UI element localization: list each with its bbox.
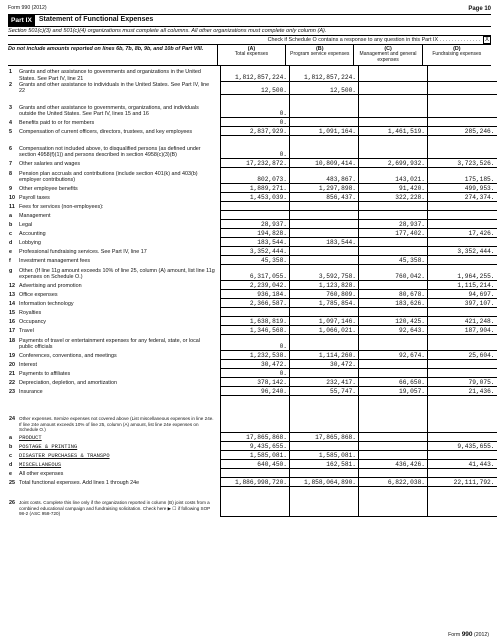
amount-column-a [221, 468, 290, 477]
line-number: 19 [9, 353, 15, 360]
amount-column-b: 12,500. [290, 82, 359, 94]
amount-column-a: 1,638,819. [221, 316, 290, 325]
table-row [8, 126, 497, 135]
line-number: e [9, 249, 12, 256]
table-row [8, 486, 497, 516]
amount-column-a: 1,346,568. [221, 325, 290, 334]
amount-column-a: 12,500. [221, 82, 290, 94]
amount-column-c: 91,420. [359, 183, 428, 192]
amount-column-c [359, 210, 428, 219]
line-number: f [9, 258, 11, 265]
table-row [8, 264, 497, 280]
line-number: 24 [9, 416, 15, 423]
line-description: Compensation of current officers, directors, trustees, and key employees [19, 129, 193, 136]
line-description: PRODUCT [19, 435, 42, 442]
table-row [8, 66, 497, 82]
table-row [8, 350, 497, 359]
amount-column-a: 2,239,042. [221, 280, 290, 289]
amount-column-b [290, 307, 359, 316]
line-description: MISCELLANEOUS [19, 462, 62, 469]
amount-column-b: 17,865,868. [290, 432, 359, 441]
table-row [8, 167, 497, 183]
amount-column-b [290, 228, 359, 237]
line-description: Accounting [19, 231, 46, 238]
amount-column-c [359, 441, 428, 450]
amount-column-a: 1,886,998,720. [221, 477, 290, 486]
amount-column-c: 322,228. [359, 192, 428, 201]
amount-column-a: 45,358. [221, 255, 290, 264]
table-row [8, 94, 497, 117]
line-description: Grants and other assistance to governments, organizations, and individuals outside the United States. See Part IV, lines 15 and 16 [19, 104, 199, 118]
line-number: 9 [9, 186, 12, 193]
line-number: e [9, 471, 12, 478]
amount-column-a: 30,472. [221, 359, 290, 368]
part-title: Statement of Functional Expenses [38, 16, 154, 24]
amount-column-b [290, 94, 359, 117]
amount-column-a: 96,240. [221, 386, 290, 395]
amount-column-c: 143,021. [359, 167, 428, 183]
amount-column-a: 3,352,444. [221, 246, 290, 255]
footer-form-number: 990 [461, 631, 473, 638]
amount-column-c: 66,650. [359, 377, 428, 386]
line-number: c [9, 231, 12, 238]
amount-column-b [290, 395, 359, 432]
amount-column-b [290, 135, 359, 158]
column-d-header: (D) Fundraising expenses [432, 45, 482, 58]
line-number: b [9, 222, 13, 229]
table-row [8, 432, 497, 441]
table-row [8, 368, 497, 377]
line-number: 1 [9, 69, 12, 76]
line-number: 3 [9, 104, 12, 111]
line-description: Total functional expenses. Add lines 1 through 24e [19, 480, 140, 487]
table-row [8, 192, 497, 201]
line-description: Payments to affiliates [19, 371, 71, 378]
amount-column-a [221, 395, 290, 432]
table-row [8, 228, 497, 237]
amount-column-a: 0. [221, 368, 290, 377]
amount-column-a: 9,435,655. [221, 441, 290, 450]
line-number: d [9, 462, 13, 469]
table-row [8, 183, 497, 192]
table-row [8, 359, 497, 368]
column-header-row [8, 45, 491, 66]
amount-column-c [359, 450, 428, 459]
amount-column-b [290, 486, 359, 516]
amount-column-c [359, 237, 428, 246]
amount-column-b: 3,592,758. [290, 264, 359, 280]
part-label: Part IX [8, 15, 35, 26]
line-description: Compensation not included above, to disqualified persons (as defined under section 4958(f)(1)) and persons described in section 4958(c)(3)(B) [19, 145, 201, 159]
line-description: Other expenses. Itemize expenses not covered above (List miscellaneous expenses in line 24e. If line 24e amount exceeds 10% of line 25, column (A) amount, list line 24e expenses on Schedule O.) [19, 416, 214, 433]
amount-column-d [428, 255, 497, 264]
amount-column-d [428, 201, 497, 210]
amount-column-d: 17,426. [428, 228, 497, 237]
line-description: DISASTER PURCHASES & TRANSPO [19, 453, 110, 460]
amount-column-c: 177,402. [359, 228, 428, 237]
table-row [8, 135, 497, 158]
amount-column-b [290, 441, 359, 450]
amount-column-d: 175,185. [428, 167, 497, 183]
amount-column-c: 436,426. [359, 459, 428, 468]
schedule-o-check-text: Check if Schedule O contains a response to any question in this Part IX [267, 36, 439, 43]
table-row [8, 246, 497, 255]
amount-column-c: 6,822,038. [359, 477, 428, 486]
amount-column-d: 21,436. [428, 386, 497, 395]
line-number: 5 [9, 129, 12, 136]
desc-header: Do not include amounts reported on lines 6b, 7b, 8b, 9b, and 10b of Part VIII. [8, 45, 218, 65]
amount-column-b [290, 368, 359, 377]
top-bar [8, 6, 491, 13]
amount-column-c: 80,678. [359, 289, 428, 298]
amount-column-b: 10,809,414. [290, 158, 359, 167]
table-row [8, 219, 497, 228]
form-ref: Form 990 (2012) [8, 5, 47, 11]
schedule-o-check-row: Check if Schedule O contains a response to any question in this Part IX . . . . . . . . . . . . . . X [8, 36, 491, 45]
table-row [8, 298, 497, 307]
amount-column-b: 30,472. [290, 359, 359, 368]
amount-column-b: 1,066,021. [290, 325, 359, 334]
amount-column-c: 2,699,932. [359, 158, 428, 167]
line-number: 6 [9, 145, 12, 152]
amount-column-c: 19,057. [359, 386, 428, 395]
table-row [8, 377, 497, 386]
amount-column-d: 1,115,214. [428, 280, 497, 289]
amount-column-d: 79,075. [428, 377, 497, 386]
amount-column-c [359, 486, 428, 516]
amount-column-d [428, 359, 497, 368]
amount-column-b [290, 334, 359, 350]
amount-column-b [290, 201, 359, 210]
table-row [8, 459, 497, 468]
amount-column-d [428, 117, 497, 126]
line-description: Grants and other assistance to individuals in the United States. See Part IV, line 22 [19, 81, 210, 95]
line-description: Joint costs. Complete this line only if the organization reported in column (B) joint costs from a combined educational campaign and fundraising solicitation. Check here ▶ ☐ if following SOP 98-2 (ASC 958-720) [19, 500, 211, 517]
amount-column-a: 0. [221, 117, 290, 126]
amount-column-a: 6,317,055. [221, 264, 290, 280]
amount-column-d [428, 219, 497, 228]
table-row [8, 316, 497, 325]
table-row [8, 477, 497, 486]
column-b-header: (B) Program service expenses [286, 45, 354, 65]
amount-column-c [359, 368, 428, 377]
amount-column-b: 1,812,857,224. [290, 66, 359, 82]
line-description: Pension plan accruals and contributions (include section 401(k) and 403(b) employer contributions) [19, 170, 198, 184]
line-number: 16 [9, 319, 15, 326]
amount-column-d [428, 486, 497, 516]
table-row [8, 307, 497, 316]
amount-column-d [428, 237, 497, 246]
table-row [8, 255, 497, 264]
amount-column-a: 378,142. [221, 377, 290, 386]
amount-column-a [221, 486, 290, 516]
line-description: All other expenses [19, 471, 64, 478]
table-row [8, 210, 497, 219]
amount-column-b [290, 210, 359, 219]
amount-column-a: 0. [221, 94, 290, 117]
amount-column-a: 2,366,587. [221, 298, 290, 307]
amount-column-d: 25,604. [428, 350, 497, 359]
amount-column-c [359, 468, 428, 477]
table-row [8, 334, 497, 350]
amount-column-a: 1,453,039. [221, 192, 290, 201]
table-row [8, 325, 497, 334]
amount-column-c [359, 395, 428, 432]
amount-column-a: 194,828. [221, 228, 290, 237]
amount-column-c: 28,937. [359, 219, 428, 228]
amount-column-a [221, 201, 290, 210]
line-number: 25 [9, 480, 15, 487]
amount-column-b: 1,123,828. [290, 280, 359, 289]
amount-column-b [290, 246, 359, 255]
amount-column-d [428, 210, 497, 219]
line-number: 14 [9, 301, 15, 308]
amount-column-a: 0. [221, 334, 290, 350]
line-description: Fees for services (non-employees): [19, 204, 104, 211]
line-number: 15 [9, 310, 15, 317]
line-description: Investment management fees [19, 258, 91, 265]
amount-column-b: 162,581. [290, 459, 359, 468]
line-number: 26 [9, 500, 15, 507]
amount-column-c [359, 334, 428, 350]
amount-column-c: 760,042. [359, 264, 428, 280]
amount-column-d [428, 334, 497, 350]
amount-column-d: 3,352,444. [428, 246, 497, 255]
line-number: 7 [9, 161, 12, 168]
table-row [8, 82, 497, 94]
line-description: Other salaries and wages [19, 161, 81, 168]
amount-column-a: 1,812,857,224. [221, 66, 290, 82]
line-description: Grants and other assistance to governments and organizations in the United States. See Part IV, line 21 [19, 69, 201, 82]
line-number: 2 [9, 81, 12, 88]
amount-column-a: 802,073. [221, 167, 290, 183]
amount-column-a: 1,585,081. [221, 450, 290, 459]
amount-column-d [428, 307, 497, 316]
amount-column-c [359, 280, 428, 289]
amount-column-a: 936,184. [221, 289, 290, 298]
amount-column-c [359, 307, 428, 316]
part-header [8, 14, 491, 27]
line-description: Other. (If line 11g amount exceeds 10% of line 25, column (A) amount, list line 11g expenses on Schedule O.) [19, 267, 215, 281]
line-description: Payroll taxes [19, 195, 50, 202]
amount-column-b: 232,417. [290, 377, 359, 386]
amount-column-d: 1,964,255. [428, 264, 497, 280]
amount-column-d: 499,953. [428, 183, 497, 192]
amount-column-a: 640,450. [221, 459, 290, 468]
amount-column-c: 92,643. [359, 325, 428, 334]
amount-column-c [359, 359, 428, 368]
amount-column-d: 3,723,526. [428, 158, 497, 167]
amount-column-d [428, 135, 497, 158]
line-description: Payments of travel or entertainment expenses for any federal, state, or local public officials [19, 337, 200, 351]
table-row [8, 201, 497, 210]
line-description: Royalties [19, 310, 42, 317]
amount-column-b: 1,097,146. [290, 316, 359, 325]
amount-column-b: 1,858,064,890. [290, 477, 359, 486]
table-row [8, 289, 497, 298]
amount-column-b: 1,585,081. [290, 450, 359, 459]
amount-column-a: 17,232,872. [221, 158, 290, 167]
line-number: 21 [9, 371, 15, 378]
amount-column-d [428, 432, 497, 441]
line-number: 12 [9, 283, 15, 290]
amount-column-d: 397,107. [428, 298, 497, 307]
amount-column-b: 760,809. [290, 289, 359, 298]
line-description: Professional fundraising services. See Part IV, line 17 [19, 249, 147, 256]
line-number: 20 [9, 362, 15, 369]
line-number: 10 [9, 195, 15, 202]
amount-column-a: 1,889,271. [221, 183, 290, 192]
amount-column-c [359, 66, 428, 82]
section-note: Section 501(c)(3) and 501(c)(4) organizations must complete all columns. All other organizations must complete only column (A). [8, 27, 491, 36]
line-description: Depreciation, depletion, and amortization [19, 380, 117, 387]
amount-column-c: 1,461,519. [359, 126, 428, 135]
amount-column-c [359, 117, 428, 126]
amount-column-d [428, 468, 497, 477]
line-number: b [9, 444, 13, 451]
amount-column-a: 28,937. [221, 219, 290, 228]
line-number: c [9, 453, 12, 460]
amount-column-d: 9,435,655. [428, 441, 497, 450]
table-row [8, 441, 497, 450]
amount-column-a [221, 210, 290, 219]
page-number: Page 10 [468, 6, 491, 12]
line-number: 13 [9, 292, 15, 299]
amount-column-c [359, 135, 428, 158]
table-row [8, 237, 497, 246]
table-row [8, 395, 497, 432]
line-description: Office expenses [19, 292, 58, 299]
amount-column-c: 45,358. [359, 255, 428, 264]
amount-column-d: 94,697. [428, 289, 497, 298]
line-description: Conferences, conventions, and meetings [19, 353, 117, 360]
table-row [8, 468, 497, 477]
amount-column-c [359, 82, 428, 94]
line-description: Benefits paid to or for members [19, 120, 95, 127]
line-number: 17 [9, 328, 15, 335]
amount-column-c [359, 94, 428, 117]
table-row [8, 158, 497, 167]
amount-column-d: 41,443. [428, 459, 497, 468]
expense-table [8, 66, 497, 517]
amount-column-b: 1,114,260. [290, 350, 359, 359]
line-description: Interest [19, 362, 37, 369]
line-description: Management [19, 213, 51, 220]
amount-column-d: 285,246. [428, 126, 497, 135]
line-description: POSTAGE & PRINTING [19, 444, 78, 451]
line-number: g [9, 267, 13, 274]
amount-column-a: 0. [221, 135, 290, 158]
line-description: Travel [19, 328, 34, 335]
table-row [8, 450, 497, 459]
line-number: 22 [9, 380, 15, 387]
amount-column-b [290, 468, 359, 477]
amount-column-d: 22,111,792. [428, 477, 497, 486]
schedule-o-checkbox[interactable]: X [484, 36, 489, 43]
amount-column-d: 421,248. [428, 316, 497, 325]
line-number: 23 [9, 389, 15, 396]
amount-column-d [428, 66, 497, 82]
amount-column-b: 856,437. [290, 192, 359, 201]
line-number: 4 [9, 120, 12, 127]
table-row [8, 386, 497, 395]
amount-column-d [428, 395, 497, 432]
line-description: Occupancy [19, 319, 46, 326]
column-c-header: (C) Management and general expenses [354, 45, 422, 65]
amount-column-b [290, 255, 359, 264]
amount-column-d [428, 368, 497, 377]
line-number: a [9, 435, 12, 442]
amount-column-d: 274,374. [428, 192, 497, 201]
amount-column-d [428, 450, 497, 459]
amount-column-b [290, 117, 359, 126]
amount-column-a: 1,232,538. [221, 350, 290, 359]
form-footer: Form 990 (2012) [448, 631, 489, 638]
line-number: a [9, 213, 12, 220]
line-number: d [9, 240, 13, 247]
line-description: Insurance [19, 389, 43, 396]
line-description: Advertising and promotion [19, 283, 82, 290]
amount-column-a: 183,544. [221, 237, 290, 246]
amount-column-a: 17,865,868. [221, 432, 290, 441]
amount-column-b: 483,867. [290, 167, 359, 183]
table-row [8, 117, 497, 126]
amount-column-c: 120,425. [359, 316, 428, 325]
amount-column-d [428, 82, 497, 94]
amount-column-d: 187,904. [428, 325, 497, 334]
line-description: Lobbying [19, 240, 41, 247]
line-description: Legal [19, 222, 33, 229]
line-number: 11 [9, 204, 15, 211]
amount-column-b: 1,785,854. [290, 298, 359, 307]
line-number: 8 [9, 170, 12, 177]
amount-column-b [290, 219, 359, 228]
amount-column-a [221, 307, 290, 316]
line-number: 18 [9, 337, 15, 344]
amount-column-b: 1,091,164. [290, 126, 359, 135]
amount-column-c [359, 201, 428, 210]
table-row [8, 280, 497, 289]
line-description: Information technology [19, 301, 74, 308]
amount-column-c [359, 432, 428, 441]
amount-column-c: 183,626. [359, 298, 428, 307]
line-description: Other employee benefits [19, 186, 78, 193]
amount-column-d [428, 94, 497, 117]
amount-column-b: 55,747. [290, 386, 359, 395]
amount-column-a: 2,837,929. [221, 126, 290, 135]
column-a-header: (A) Total expenses [218, 45, 286, 65]
amount-column-c [359, 246, 428, 255]
amount-column-b: 183,544. [290, 237, 359, 246]
amount-column-b: 1,297,898. [290, 183, 359, 192]
amount-column-c: 92,674. [359, 350, 428, 359]
